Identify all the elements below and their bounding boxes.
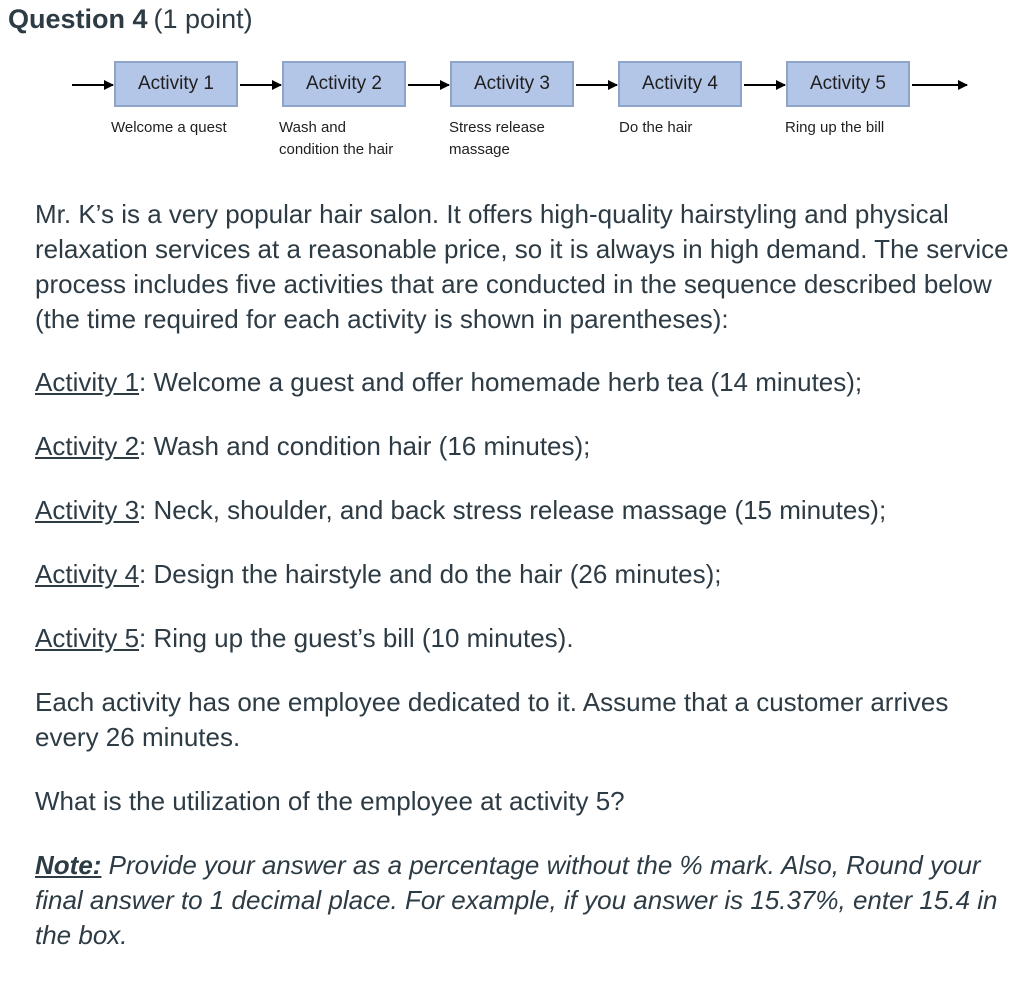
activity-1-link[interactable]: Activity 1	[35, 367, 140, 397]
question-text: What is the utilization of the employee at activity 5?	[35, 786, 625, 816]
activity-4-box: Activity 4	[618, 61, 742, 107]
activity-line-5	[35, 621, 1015, 656]
activity-5-box: Activity 5	[786, 61, 910, 107]
activity-5-desc	[785, 117, 945, 139]
activity-5-text: : Ring up the guest’s bill (10 minutes).	[139, 623, 574, 653]
note-paragraph	[35, 848, 1015, 953]
note-text: Provide your answer as a percentage without the % mark. Also, Round your final answer to 1 decimal place. For example, if you answer is 15.37%, enter 15.4 in the box.	[35, 850, 998, 950]
activity-line-2	[35, 429, 1015, 464]
activity-1-desc	[111, 117, 271, 139]
activity-4-text: : Design the hairstyle and do the hair (26 minutes);	[139, 559, 722, 589]
question-title: Question 4	[8, 4, 148, 34]
activity-5-desc-line1: Ring up the bill	[785, 119, 885, 136]
activity-3-box: Activity 3	[450, 61, 574, 107]
activity-line-4	[35, 557, 1015, 592]
activity-5-link[interactable]: Activity 5	[35, 623, 140, 653]
activity-3-text: : Neck, shoulder, and back stress release massage (15 minutes);	[139, 495, 887, 525]
activity-2-link[interactable]: Activity 2	[35, 431, 140, 461]
activity-3-desc-line1: Stress release	[449, 119, 545, 136]
activity-2-desc	[279, 117, 439, 161]
intro-paragraph: Mr. K’s is a very popular hair salon. It offers high-quality hairstyling and physical relaxation services at a reasonable price, so it is always in high demand. The service process includes five activities that are conducted in the sequence described below (the time required for each activity is shown in parentheses):	[35, 199, 1009, 334]
activity-3-desc	[449, 117, 609, 161]
activity-3-link[interactable]: Activity 3	[35, 495, 140, 525]
activity-3-desc-line2: massage	[449, 141, 510, 158]
activity-line-1	[35, 365, 1015, 400]
activity-4-desc-line1: Do the hair	[619, 119, 693, 136]
activity-1-text: : Welcome a guest and offer homemade herb tea (14 minutes);	[139, 367, 863, 397]
note-label: Note:	[35, 850, 102, 880]
activity-4-link[interactable]: Activity 4	[35, 559, 140, 589]
activity-line-3	[35, 493, 1015, 528]
activity-1-desc-line1: Welcome a quest	[111, 119, 227, 136]
process-flow-diagram	[0, 0, 1024, 170]
activity-1-box: Activity 1	[114, 61, 238, 107]
question-points: (1 point)	[153, 4, 253, 34]
activity-2-desc-line2: condition the hair	[279, 141, 394, 158]
question-body	[35, 197, 1015, 953]
activity-2-desc-line1: Wash and	[279, 119, 346, 136]
staffing-paragraph: Each activity has one employee dedicated to it. Assume that a customer arrives every 26 minutes.	[35, 687, 949, 752]
activity-2-text: : Wash and condition hair (16 minutes);	[139, 431, 591, 461]
activity-4-desc	[619, 117, 779, 139]
activity-2-box: Activity 2	[282, 61, 406, 107]
